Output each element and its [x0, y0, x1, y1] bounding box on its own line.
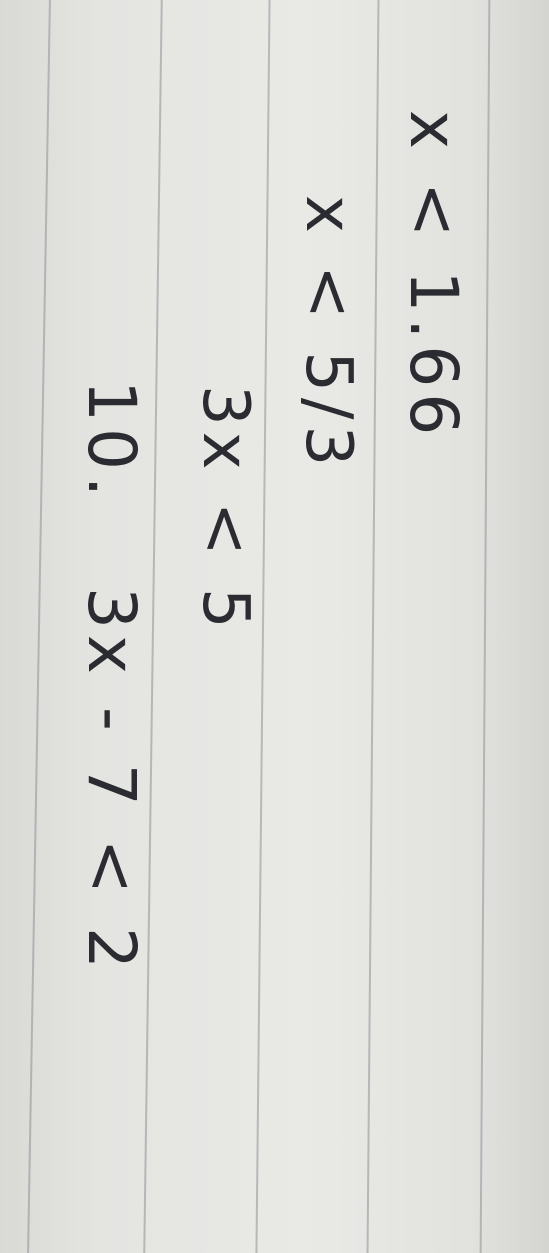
problem-number: 10.	[73, 380, 150, 503]
equation-text: 3x < 5	[188, 385, 262, 635]
ruled-line	[367, 0, 380, 1253]
equation-text: x < 5/3	[291, 195, 365, 473]
equation-line-3	[291, 195, 365, 472]
equation-line-1	[73, 380, 150, 975]
equation-text: x < 1.66	[395, 110, 472, 442]
equation-line-2	[188, 385, 262, 635]
equation-text: 3x - 7 < 2	[73, 586, 150, 976]
ruled-line	[27, 0, 51, 1253]
equation-line-4	[395, 110, 472, 441]
ruled-line	[480, 0, 491, 1253]
